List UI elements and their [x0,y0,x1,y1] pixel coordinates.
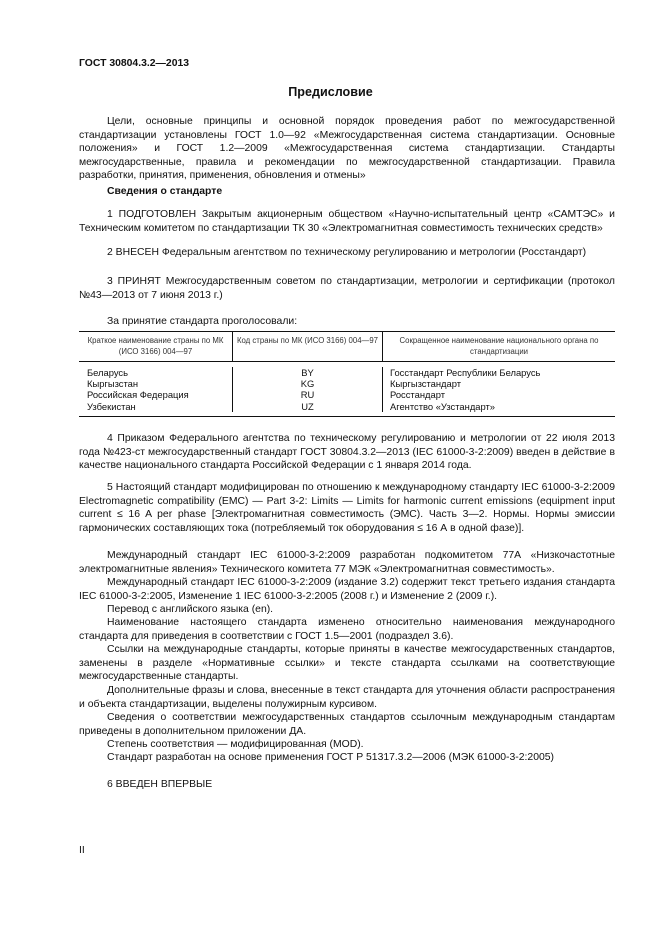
table-cell: Узбекистан [87,400,136,412]
table-cell: Кыргызстан [87,378,139,390]
code-column [233,367,383,412]
info-heading: Сведения о стандарте [107,186,223,197]
item-5-paragraph-8: Сведения о соответствии межгосударственных стандартов ссылочным международным стандартам приведены в дополнительном приложении ДА. [79,712,615,737]
table-cell: UZ [301,400,314,412]
table-header-country: Краткое наименование страны по МК (ИСО 3166) 004—97 [79,332,233,361]
item-5: 5 Настоящий стандарт модифицирован по отношению к международному стандарту IEC 61000-3-2:2009 Electromagnetic compatibility (EMC) — Part 3-2: Limits — Limits for harmonic current emissions (equipment input current ≤ 16 A per phase [Электромагнитная совместимость (ЭМС). Часть 3—2. Нормы. Нормы эмиссии гармонических составляющих тока (потребляемый ток оборудования ≤ 16 А в одной фазе)]. [79,482,615,534]
page-number: II [79,845,85,856]
item-5-paragraph-2: Международный стандарт IEC 61000-3-2:2009 разработан подкомитетом 77А «Низкочастотные электромагнитные явления» Технического комитета 77 МЭК «Электромагнитная совместимость». [79,550,615,575]
intro-paragraph: Цели, основные принципы и основной порядок проведения работ по межгосударственной стандартизации установлены ГОСТ 1.0—92 «Межгосударственная система стандартизации. Основные положения» и ГОСТ 1.2—2009 «Межгосударственная система стандартизации. Стандарты межгосударственные, правила и рекомендации по межгосударственной стандартизации. Правила разработки, принятия, применения, обновления и отмены» [79,116,615,182]
item-5-paragraph-3: Международный стандарт IEC 61000-3-2:2009 (издание 3.2) содержит текст третьего издания стандарта IEC 61000-3-2:2005, Изменение 1 IEC 61000-3-2:2005 (2008 г.) и Изменение 2 (2009 г.). [79,577,615,602]
item-2: 2 ВНЕСЕН Федеральным агентством по техническому регулированию и метрологии (Росстандарт) [107,247,587,258]
body-column [383,367,615,412]
table-cell: Росстандарт [390,389,445,401]
country-column [79,367,233,412]
table-cell: Кыргызстандарт [390,378,462,390]
item-5-paragraph-5: Наименование настоящего стандарта изменено относительно наименования международного стандарта для приведения в соответствии с ГОСТ 1.5—2001 (подраздел 3.6). [79,617,615,642]
table-cell: KG [300,378,315,390]
table-cell: BY [301,367,314,378]
table-cell: Беларусь [87,367,129,378]
standard-code: ГОСТ 30804.3.2—2013 [79,58,190,69]
item-5-paragraph-10: Стандарт разработан на основе применения ГОСТ Р 51317.3.2—2006 (МЭК 61000-3-2:2005) [107,752,554,763]
table-header-row [79,332,615,362]
voting-table [79,331,615,417]
item-5-paragraph-4: Перевод с английского языка (en). [107,604,274,615]
item-4: 4 Приказом Федерального агентства по техническому регулированию и метрологии от 22 июля 2013 года №423-ст межгосударственный стандарт ГОСТ 30804.3.2—2013 (IEC 61000-3-2:2009) введен в действие в качестве национального стандарта Российской Федерации с 1 января 2014 года. [79,433,615,472]
page-title: Предисловие [288,85,373,99]
table-cell: Госстандарт Республики Беларусь [390,367,541,378]
table-cell: Российская Федерация [87,389,189,401]
item-6: 6 ВВЕДЕН ВПЕРВЫЕ [107,779,213,790]
item-5-paragraph-7: Дополнительные фразы и слова, внесенные в текст стандарта для уточнения области распространения и объекта стандартизации, выделены полужирным курсивом. [79,685,615,710]
table-body [79,362,615,416]
table-header-code: Код страны по МК (ИСО 3166) 004—97 [233,332,383,361]
vote-label: За принятие стандарта проголосовали: [107,316,298,327]
item-1: 1 ПОДГОТОВЛЕН Закрытым акционерным обществом «Научно-испытательный центр «САМТЭС» и Техническим комитетом по стандартизации ТК 30 «Электромагнитная совместимость технических средств» [79,209,615,234]
table-header-body: Сокращенное наименование национального органа по стандартизации [399,336,599,356]
table-cell: Агентство «Узстандарт» [390,400,496,412]
item-5-paragraph-9: Степень соответствия — модифицированная (MOD). [107,739,364,750]
item-3: 3 ПРИНЯТ Межгосударственным советом по стандартизации, метрологии и сертификации (протокол №43—2013 от 7 июня 2013 г.) [79,276,615,301]
item-5-paragraph-6: Ссылки на международные стандарты, которые приняты в качестве межгосударственных стандартов, заменены в разделе «Нормативные ссылки» и тексте стандарта ссылками на соответствующие межгосударственные стандарты. [79,644,615,683]
table-cell: RU [300,389,315,401]
